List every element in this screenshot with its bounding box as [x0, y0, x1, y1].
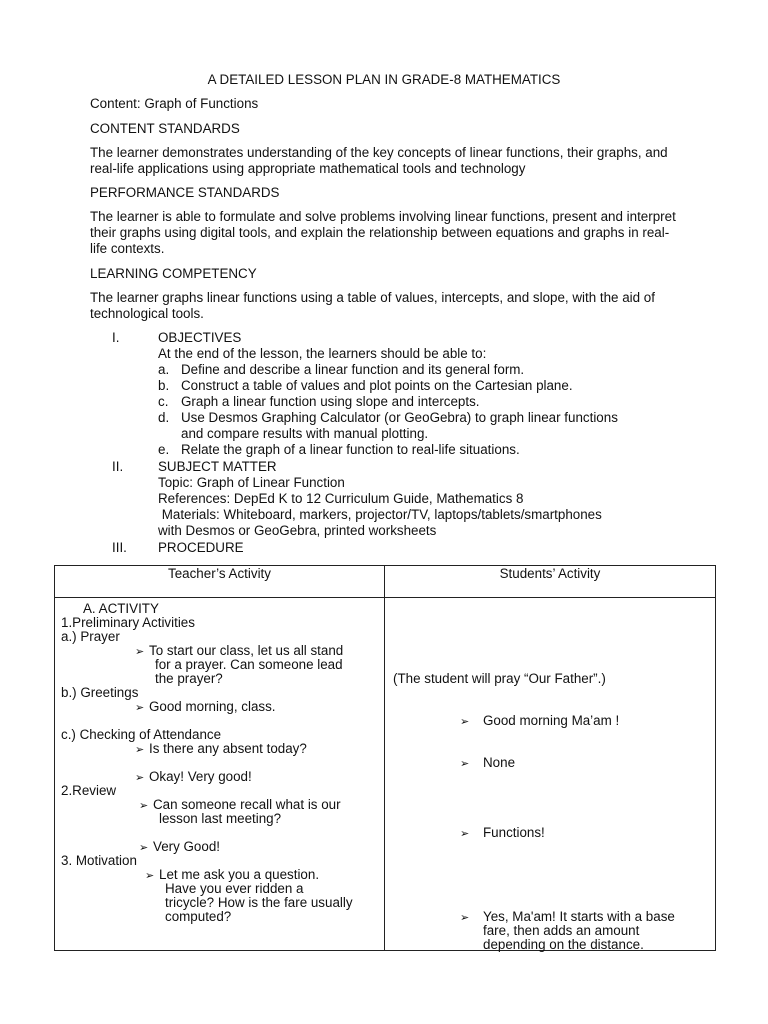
subject-topic: Topic: Graph of Linear Function — [158, 475, 345, 490]
student-response: ➢ Functions! — [460, 825, 545, 840]
student-response: ➢ None — [460, 755, 516, 770]
content-line: Content: Graph of Functions — [90, 96, 259, 111]
students-activity-header: Students’ Activity — [385, 566, 716, 598]
arrow-bullet-icon: ➢ — [460, 912, 470, 924]
arrow-bullet-icon: ➢ — [135, 702, 145, 714]
student-response-cont: fare, then adds an amount — [483, 923, 640, 938]
arrow-bullet-icon: ➢ — [139, 800, 149, 812]
arrow-bullet-icon: ➢ — [135, 772, 145, 784]
content-standards-heading: CONTENT STANDARDS — [90, 121, 240, 136]
teacher-activity-header: Teacher’s Activity — [55, 566, 385, 598]
greetings-label: b.) Greetings — [61, 685, 139, 700]
teacher-bullet-cont: lesson last meeting? — [159, 811, 282, 826]
teacher-activity-cell — [55, 598, 385, 951]
teacher-bullet-cont: computed? — [165, 909, 232, 924]
objective-item: c. Graph a linear function using slope and intercepts. — [158, 394, 480, 409]
teacher-bullet-cont: tricycle? How is the fare usually — [165, 895, 353, 910]
procedure-table — [54, 565, 716, 951]
teacher-bullet: ➢ To start our class, let us all stand — [135, 643, 344, 658]
motivation-label: 3. Motivation — [61, 853, 137, 868]
prayer-label: a.) Prayer — [61, 629, 120, 644]
prelim-label: 1.Preliminary Activities — [61, 615, 195, 630]
activity-label: A. ACTIVITY — [83, 601, 159, 616]
objectives-numeral: I. — [112, 330, 120, 345]
content-standards-text: The learner demonstrates understanding of the key concepts of linear functions, their graphs, and real-life applications using appropriate mathematical tools and technology — [90, 145, 668, 176]
subject-references: References: DepEd K to 12 Curriculum Guide, Mathematics 8 — [158, 491, 524, 506]
arrow-bullet-icon: ➢ — [460, 828, 470, 840]
arrow-bullet-icon: ➢ — [135, 646, 145, 658]
objectives-heading: OBJECTIVES — [158, 330, 242, 345]
student-response: (The student will pray “Our Father”.) — [393, 671, 606, 686]
subject-matter-numeral: II. — [112, 459, 124, 474]
teacher-bullet-cont: Have you ever ridden a — [165, 881, 304, 896]
arrow-bullet-icon: ➢ — [460, 716, 470, 728]
objective-item: b. Construct a table of values and plot points on the Cartesian plane. — [158, 378, 573, 393]
teacher-bullet-cont: the prayer? — [155, 671, 223, 686]
arrow-bullet-icon: ➢ — [460, 758, 470, 770]
learning-competency-text: The learner graphs linear functions using a table of values, intercepts, and slope, with the aid of technological tools. — [90, 290, 655, 321]
procedure-numeral: III. — [112, 540, 127, 555]
students-activity-cell — [385, 598, 716, 951]
teacher-bullet: ➢ Very Good! — [139, 839, 220, 854]
student-response-cont: depending on the distance. — [483, 937, 644, 952]
attendance-label: c.) Checking of Attendance — [61, 727, 222, 742]
arrow-bullet-icon: ➢ — [145, 870, 155, 882]
subject-matter-heading: SUBJECT MATTER — [158, 459, 277, 474]
teacher-bullet-cont: for a prayer. Can someone lead — [155, 657, 343, 672]
objective-item: a. Define and describe a linear function and its general form. — [158, 362, 525, 377]
teacher-bullet: ➢ Is there any absent today? — [135, 741, 307, 756]
performance-standards-text: The learner is able to formulate and solve problems involving linear functions, present and interpret their graphs using digital tools, and explain the relationship between equations and graphs in real-life contexts. — [90, 209, 676, 256]
arrow-bullet-icon: ➢ — [135, 744, 145, 756]
teacher-bullet: ➢ Okay! Very good! — [135, 769, 252, 784]
performance-standards-heading: PERFORMANCE STANDARDS — [90, 185, 280, 200]
teacher-bullet: ➢ Let me ask you a question. — [145, 867, 320, 882]
objective-item-continued: and compare results with manual plotting. — [181, 426, 429, 441]
objectives-intro: At the end of the lesson, the learners should be able to: — [158, 346, 487, 361]
subject-materials: Materials: Whiteboard, markers, projector/TV, laptops/tablets/smartphones — [158, 507, 602, 522]
review-label: 2.Review — [61, 783, 117, 798]
procedure-heading: PROCEDURE — [158, 540, 244, 555]
teacher-bullet: ➢ Can someone recall what is our — [139, 797, 341, 812]
student-response: ➢ Good morning Ma’am ! — [460, 713, 620, 728]
arrow-bullet-icon: ➢ — [139, 842, 149, 854]
teacher-bullet: ➢ Good morning, class. — [135, 699, 276, 714]
objective-item: d. Use Desmos Graphing Calculator (or GeoGebra) to graph linear functions — [158, 410, 618, 425]
objective-item: e. Relate the graph of a linear function to real-life situations. — [158, 442, 520, 457]
student-response: ➢ Yes, Ma'am! It starts with a base — [460, 909, 675, 924]
learning-competency-heading: LEARNING COMPETENCY — [90, 266, 257, 281]
subject-materials-continued: with Desmos or GeoGebra, printed worksheets — [158, 523, 437, 538]
document-title: A DETAILED LESSON PLAN IN GRADE-8 MATHEMATICS — [207, 72, 561, 87]
